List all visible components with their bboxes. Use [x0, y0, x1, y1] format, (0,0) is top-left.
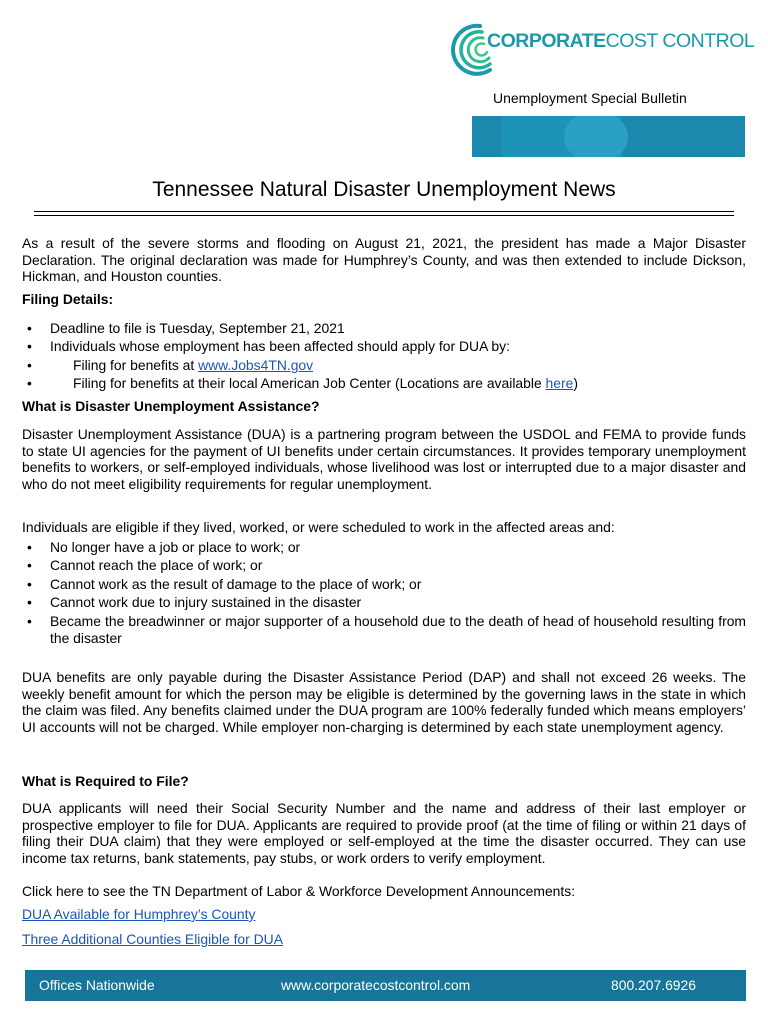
- three-counties-link[interactable]: Three Additional Counties Eligible for DUA: [22, 931, 283, 947]
- eligible-text: No longer have a job or place to work; or: [50, 539, 301, 555]
- header-banner: [472, 116, 745, 157]
- eligible-intro: Individuals are eligible if they lived, worked, or were scheduled to work in the affected areas and:: [22, 519, 615, 535]
- title-rule-bottom: [34, 215, 734, 216]
- eligible-text: Cannot work as the result of damage to the place of work; or: [50, 576, 422, 592]
- jobs4tn-link[interactable]: www.Jobs4TN.gov: [198, 357, 314, 373]
- list-item: • Filing for benefits at their local American Job Center (Locations are available here): [27, 375, 578, 391]
- eligible-text: Became the breadwinner or major supporter of a household due to the death of head of household resulting from the disaster: [50, 613, 746, 646]
- filing-heading: Filing Details:: [22, 291, 114, 307]
- footer-bar: [25, 970, 746, 1001]
- announcements-text: Click here to see the TN Department of Labor & Workforce Development Announcements:: [22, 883, 576, 899]
- list-item: • Cannot reach the place of work; or: [27, 557, 263, 573]
- footer-phone: 800.207.6926: [611, 977, 696, 993]
- footer-offices: Offices Nationwide: [39, 977, 155, 993]
- online-prefix: Filing for benefits at: [73, 357, 199, 373]
- intro-paragraph: As a result of the severe storms and flooding on August 21, 2021, the president has made a Major Disaster Declaration. The original declaration was made for Humphrey’s County, and was then extended to include Dickson, Hickman, and Houston counties.: [22, 235, 746, 284]
- logo-bold-word: CORPORATE: [487, 30, 606, 52]
- deadline-text: Deadline to file is Tuesday, September 21, 2021: [50, 320, 345, 336]
- benefits-paragraph: DUA benefits are only payable during the Disaster Assistance Period (DAP) and shall not exceed 26 weeks. The weekly benefit amount for which the person may be eligible is determined by the governing laws in the state in which the claim was filed. Any benefits claimed under the DUA program are 100% federally funded which means employers’ UI accounts will not be charged. While employer non-charging is determined by each state unemployment agency.: [22, 669, 746, 735]
- page-title: Tennessee Natural Disaster Unemployment News: [152, 178, 616, 201]
- center-prefix: Filing for benefits at their local American Job Center (Locations are available: [73, 375, 546, 391]
- list-item: • Cannot work due to injury sustained in the disaster: [27, 594, 362, 610]
- logo-rest-words: COST CONTROL: [605, 30, 755, 52]
- list-item: • Individuals whose employment has been affected should apply for DUA by:: [27, 338, 510, 354]
- dua-heading: What is Disaster Unemployment Assistance?: [22, 398, 320, 414]
- required-paragraph: DUA applicants will need their Social Security Number and the name and address of their last employer or prospective employer to file for DUA. Applicants are required to provide proof (at the time of filing or within 21 days of filing their DUA claim) that they were employed or self-employed at the time the disaster occurred. They can use income tax returns, bank statements, pay stubs, or work orders to verify employment.: [22, 800, 746, 866]
- footer-website[interactable]: www.corporatecostcontrol.com: [281, 977, 471, 993]
- list-item: • No longer have a job or place to work; or: [27, 539, 301, 555]
- apply-text: Individuals whose employment has been affected should apply for DUA by:: [50, 338, 510, 354]
- locations-here-link[interactable]: here: [545, 375, 574, 391]
- list-item: • Filing for benefits at www.Jobs4TN.gov: [27, 357, 314, 373]
- list-item: • Became the breadwinner or major supporter of a household due to the death of head of household resulting from the disaster: [27, 613, 746, 646]
- eligible-text: Cannot reach the place of work; or: [50, 557, 263, 573]
- dua-paragraph: Disaster Unemployment Assistance (DUA) is a partnering program between the USDOL and FEMA to provide funds to state UI agencies for the payment of UI benefits under certain circumstances. It provides temporary unemployment benefits to workers, or self-employed individuals, whose livelihood was lost or interrupted due to a major disaster and who do not meet eligibility requirements for regular unemployment.: [22, 426, 746, 492]
- list-item: • Cannot work as the result of damage to the place of work; or: [27, 576, 422, 592]
- link-row: [22, 906, 746, 923]
- eligible-text: Cannot work due to injury sustained in the disaster: [50, 594, 362, 610]
- required-heading: What is Required to File?: [22, 773, 189, 789]
- title-rule-top: [34, 211, 734, 212]
- dua-humphreys-link[interactable]: DUA Available for Humphrey’s County: [22, 906, 256, 922]
- list-item: • Deadline to file is Tuesday, September 21, 2021: [27, 320, 345, 336]
- link-row: [22, 931, 746, 948]
- center-suffix: ): [573, 375, 578, 391]
- company-logo-text: [487, 30, 754, 53]
- bulletin-subtitle: Unemployment Special Bulletin: [493, 90, 687, 106]
